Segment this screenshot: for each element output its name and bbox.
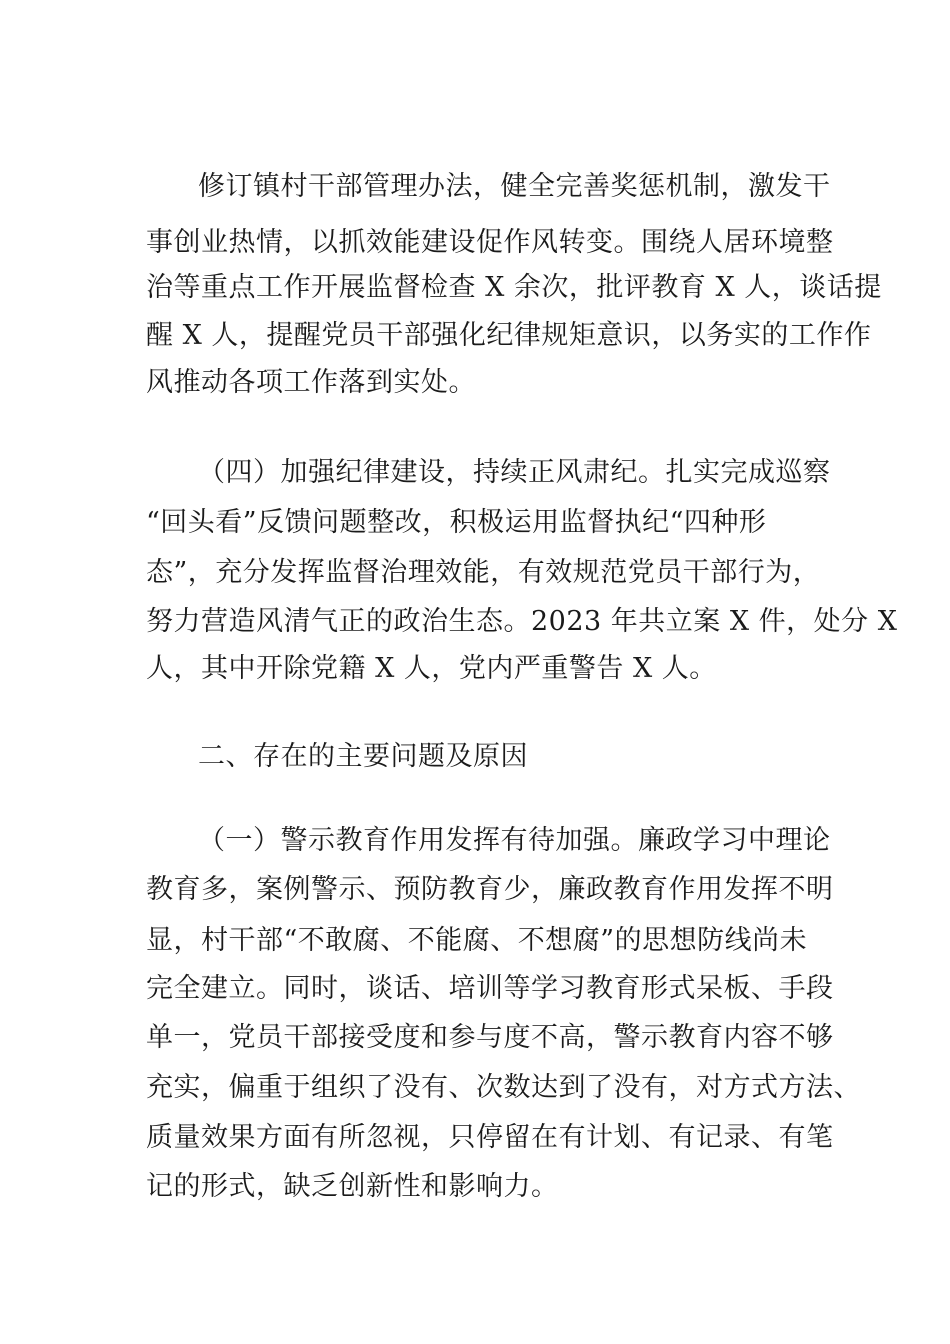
paragraph-5-line-7: 质量效果方面有所忽视，只停留在有计划、有记录、有笔: [146, 1122, 834, 1153]
paragraph-3-line-3: 治等重点工作开展监督检查 X 余次，批评教育 X 人，谈话提: [146, 272, 882, 303]
paragraph-3-line-1: 修订镇村干部管理办法，健全完善奖惩机制，激发干: [198, 171, 831, 202]
paragraph-3-line-2: 事创业热情，以抓效能建设促作风转变。围绕人居环境整: [146, 227, 834, 258]
paragraph-4-line-3: 态”，充分发挥监督治理效能，有效规范党员干部行为，: [146, 557, 821, 588]
paragraph-5-line-4: 完全建立。同时，谈话、培训等学习教育形式呆板、手段: [146, 973, 834, 1004]
paragraph-3-line-5: 风推动各项工作落到实处。: [146, 367, 476, 398]
paragraph-5-line-5: 单一，党员干部接受度和参与度不高，警示教育内容不够: [146, 1022, 834, 1053]
paragraph-3-line-4: 醒 X 人，提醒党员干部强化纪律规矩意识，以务实的工作作: [146, 320, 872, 351]
paragraph-5-line-2: 教育多，案例警示、预防教育少，廉政教育作用发挥不明: [146, 874, 834, 905]
paragraph-4-line-2: “回头看”反馈问题整改，积极运用监督执纪“四种形: [146, 507, 767, 538]
paragraph-5-line-3: 显，村干部“不敢腐、不能腐、不想腐”的思想防线尚未: [146, 925, 808, 956]
paragraph-4-line-4: 努力营造风清气正的政治生态。2023 年共立案 X 件，处分 X: [146, 606, 898, 637]
paragraph-5-line-6: 充实，偏重于组织了没有、次数达到了没有，对方式方法、: [146, 1072, 861, 1103]
paragraph-5-line-8: 记的形式，缺乏创新性和影响力。: [146, 1171, 559, 1202]
paragraph-4-line-5: 人，其中开除党籍 X 人，党内严重警告 X 人。: [146, 653, 717, 684]
section-heading: 二、存在的主要问题及原因: [198, 741, 528, 772]
paragraph-4-line-1: （四）加强纪律建设，持续正风肃纪。扎实完成巡察: [198, 457, 831, 488]
paragraph-5-line-1: （一）警示教育作用发挥有待加强。廉政学习中理论: [198, 825, 831, 856]
